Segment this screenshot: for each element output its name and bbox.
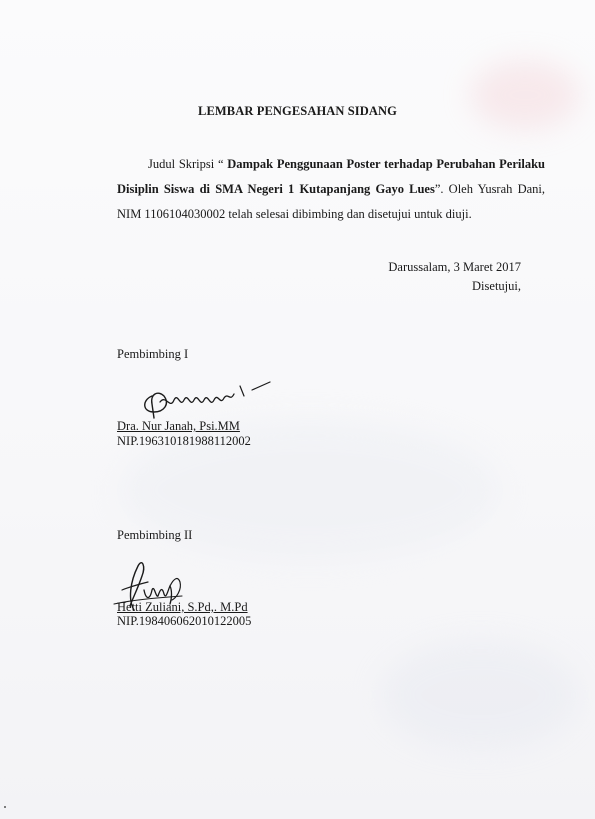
paragraph-closing: ”. Oleh Yusrah Dani, NIM 1106104030002 telah selesai dibimbing dan disetujui untuk diuji. — [117, 182, 545, 221]
page-title: LEMBAR PENGESAHAN SIDANG — [198, 104, 397, 118]
scan-artifact — [470, 60, 580, 130]
approved-label: Disetujui, — [472, 279, 521, 293]
scan-speck — [4, 806, 6, 808]
supervisor-2-label: Pembimbing II — [117, 528, 193, 542]
paragraph-lead: Judul Skripsi “ — [148, 157, 228, 171]
supervisor-1-name: Dra. Nur Janah, Psi.MM — [117, 419, 240, 433]
supervisor-2-nip: NIP.198406062010122005 — [117, 614, 252, 628]
thesis-title: Dampak Penggunaan Poster terhadap Perubahan Perilaku Disiplin Siswa di SMA Negeri 1 Kutapanjang Gayo Lues — [117, 157, 545, 196]
approval-paragraph — [117, 152, 545, 227]
supervisor-1-nip: NIP.196310181988112002 — [117, 434, 251, 448]
place-date: Darussalam, 3 Maret 2017 — [388, 260, 521, 274]
supervisor-2-name: Hetti Zuliani, S.Pd,. M.Pd — [117, 600, 248, 614]
supervisor-1-label: Pembimbing I — [117, 347, 189, 361]
scan-artifact — [380, 640, 580, 750]
supervisor-1-signature — [136, 378, 276, 420]
